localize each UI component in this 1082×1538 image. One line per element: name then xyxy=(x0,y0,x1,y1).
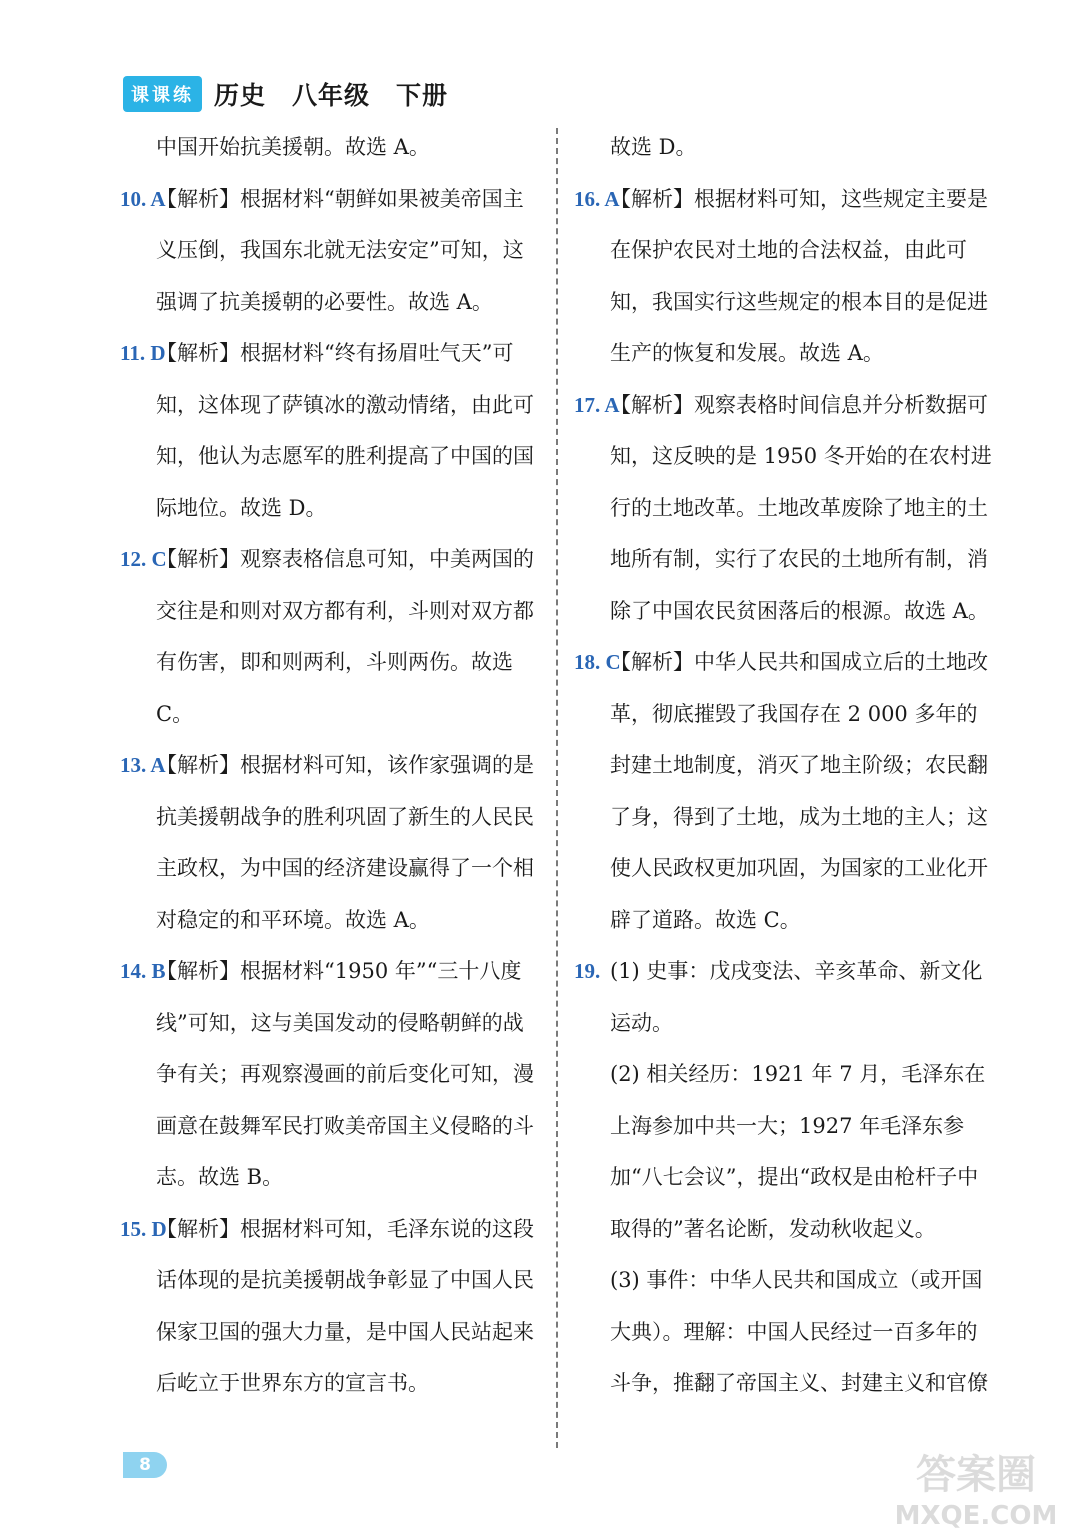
svg-text:答案圈: 答案圈 xyxy=(916,1452,1036,1498)
continuation-text: 中国开始抗美援朝。故选 A。 xyxy=(156,135,430,159)
series-badge: 课课练 xyxy=(123,76,202,112)
answer-item xyxy=(574,380,996,638)
page-header xyxy=(123,76,448,112)
answer-text: 【解析】根据材料“1950 年”“三十八度线”可知，这与美国发动的侵略朝鲜的战争有关；再观察漫画的前后变化可知，漫画意在鼓舞军民打败美帝国主义侵略的斗志。故选 B。 xyxy=(156,959,534,1189)
answer-item xyxy=(120,534,542,740)
book-title: 历史 八年级 下册 xyxy=(214,81,449,110)
answer-text: 【解析】根据材料可知，该作家强调的是抗美援朝战争的胜利巩固了新生的人民民主政权，为中国的经济建设赢得了一个相对稳定的和平环境。故选 A。 xyxy=(156,753,534,932)
answer-item xyxy=(120,946,542,1204)
answer-item xyxy=(120,174,542,329)
sub-answer: (2) 相关经历：1921 年 7 月，毛泽东在上海参加中共一大；1927 年毛泽东参加“八七会议”，提出“政权是由枪杆子中取得的”著名论断，发动秋收起义。 xyxy=(610,1062,986,1241)
answer-text: 【解析】观察表格信息可知，中美两国的交往是和则对双方都有利，斗则对双方都有伤害，即和则两利，斗则两伤。故选 C。 xyxy=(156,547,534,726)
column-divider xyxy=(556,128,558,1448)
answer-item xyxy=(120,740,542,946)
left-column xyxy=(120,122,542,1410)
answer-item xyxy=(120,1204,542,1410)
page-number: 8 xyxy=(123,1452,167,1478)
answer-text: 【解析】观察表格时间信息并分析数据可知，这反映的是 1950 冬开始的在农村进行的土地改革。土地改革废除了地主的土地所有制，实行了农民的土地所有制，消除了中国农民贫困落后的根源。故选 A。 xyxy=(610,392,992,623)
answer-item xyxy=(574,174,996,380)
sub-answer: (3) 事件：中华人民共和国成立（或开国大典）。理解：中国人民经过一百多年的斗争，推翻了帝国主义、封建主义和官僚 xyxy=(610,1268,988,1395)
watermark-logo xyxy=(876,1438,1076,1534)
answer-text: 【解析】根据材料可知，这些规定主要是在保护农民对土地的合法权益，由此可知，我国实行这些规定的根本目的是促进生产的恢复和发展。故选 A。 xyxy=(610,186,988,365)
answer-number: 19. xyxy=(574,959,601,983)
svg-text:MXQE.COM: MXQE.COM xyxy=(894,1501,1058,1531)
answer-number: 18. C xyxy=(574,650,621,674)
answer-item xyxy=(574,946,996,1049)
answer-number: 12. C xyxy=(120,547,167,571)
answer-number: 11. D xyxy=(120,341,166,365)
answer-number: 10. A xyxy=(120,186,166,211)
answer-number: 14. B xyxy=(120,959,166,983)
answer-text: 【解析】根据材料可知，毛泽东说的这段话体现的是抗美援朝战争彰显了中国人民保家卫国的强大力量，是中国人民站起来后屹立于世界东方的宣言书。 xyxy=(156,1216,534,1395)
answer-number: 15. D xyxy=(120,1216,167,1241)
answer-item xyxy=(574,637,996,946)
answer-text: 【解析】根据材料“终有扬眉吐气天”可知，这体现了萨镇冰的激动情绪，由此可知，他认为志愿军的胜利提高了中国的国际地位。故选 D。 xyxy=(156,341,534,520)
answer-text: 【解析】根据材料“朝鲜如果被美帝国主义压倒，我国东北就无法安定”可知，这强调了抗美援朝的必要性。故选 A。 xyxy=(156,186,524,314)
right-column xyxy=(574,122,996,1410)
answer-text: (1) 史事：戊戌变法、辛亥革命、新文化运动。 xyxy=(610,959,983,1035)
continuation-text: 故选 D。 xyxy=(610,135,697,159)
answer-number: 17. A xyxy=(574,392,620,417)
answer-text: 【解析】中华人民共和国成立后的土地改革，彻底摧毁了我国存在 2 000 多年的封建土地制度，消灭了地主阶级；农民翻了身，得到了土地，成为土地的主人；这使人民政权更加巩固，为国家的工业化开辟了道路。故选 C。 xyxy=(610,650,988,932)
answer-number: 16. A xyxy=(574,186,620,211)
answer-item xyxy=(120,328,542,534)
answer-number: 13. A xyxy=(120,753,166,777)
